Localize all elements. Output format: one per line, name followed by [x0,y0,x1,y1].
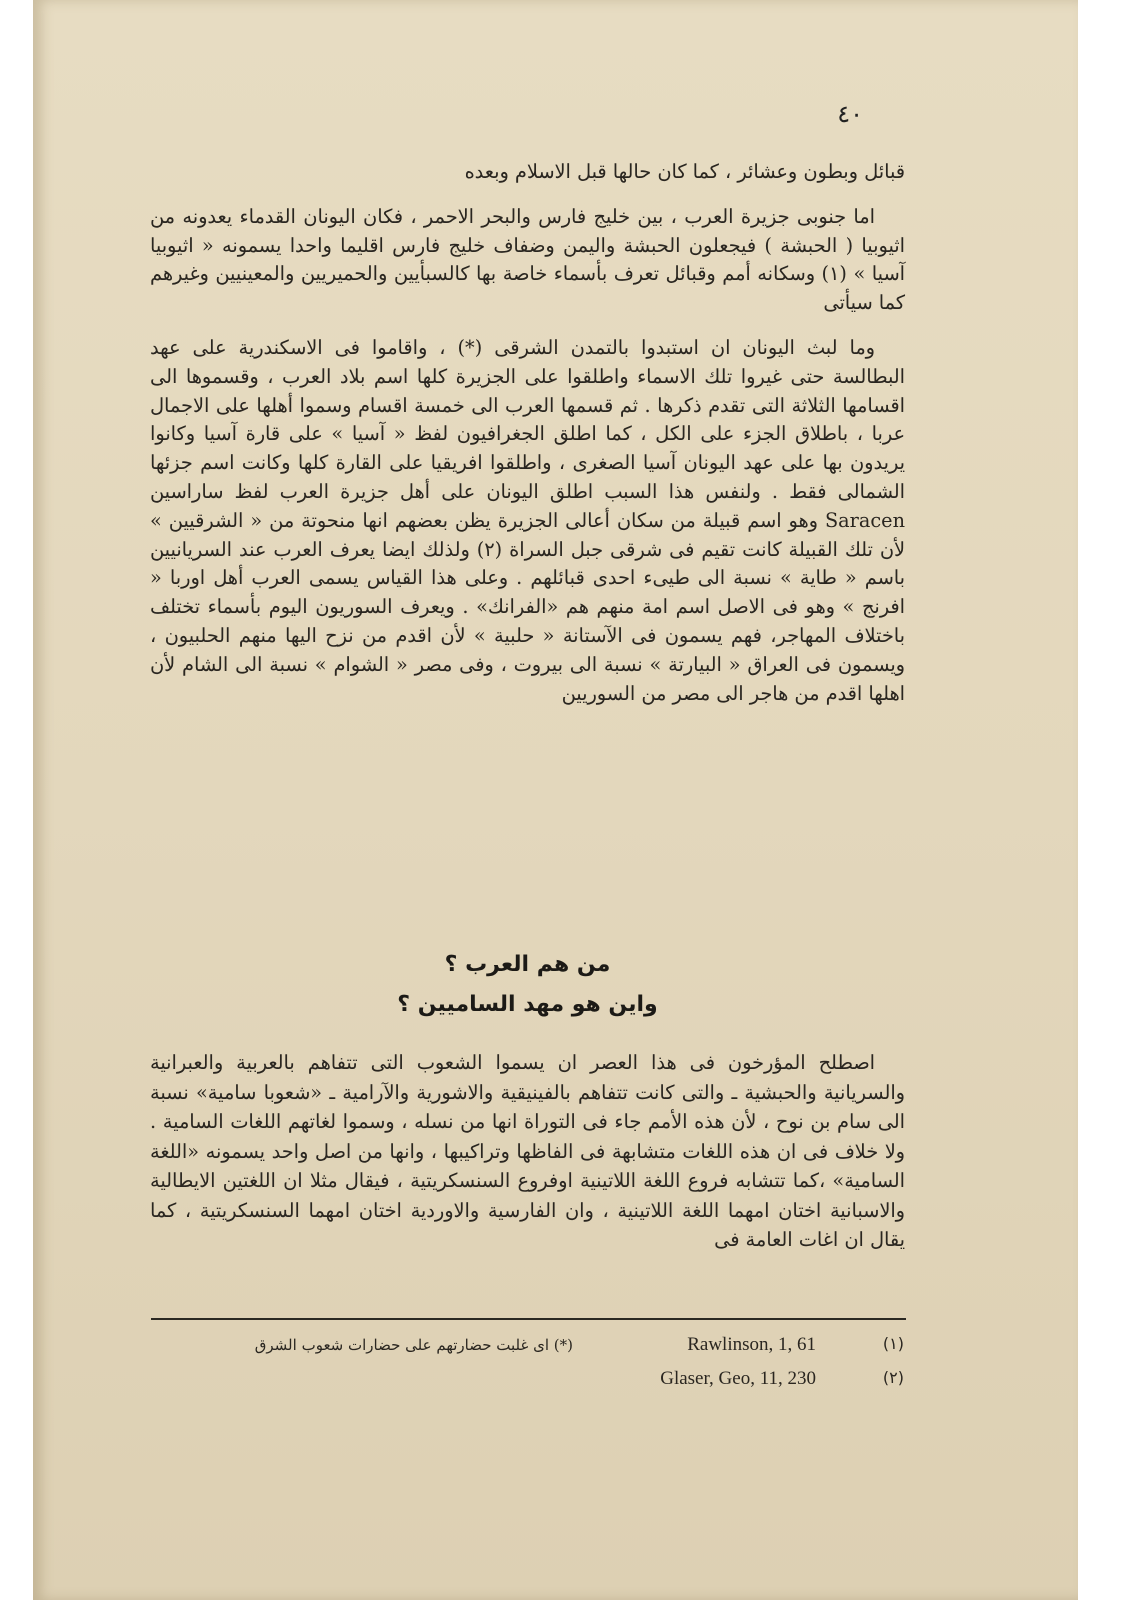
main-text [150,158,905,708]
section-text [150,1048,905,1255]
footnotes [151,1332,906,1400]
footnote-reference: Glaser, Geo, 11, 230 [660,1368,816,1389]
paragraph-2: اما جنوبى جزيرة العرب ، بين خليج فارس والبحر الاحمر ، فكان اليونان القدماء يعدونه من اثيوبيا ( الحبشة ) فيجعلون الحبشة واليمن وضفاف خليج فارس اقليما واحدا يسمونه « اثيوبيا آسيا » (١) وسكانه أمم وقبائل تعرف بأسماء خاصة بها كالسبأيين والحميريين والمعينيين وغيرهم كما سيأتى [150,204,905,315]
footnote-divider [151,1318,906,1320]
section-heading [150,945,905,1025]
paragraph-4: اصطلح المؤرخون فى هذا العصر ان يسموا الشعوب التى تتفاهم بالعربية والعبرانية والسريانية والحبشية ـ والتى كانت تتفاهم بالفينيقية والاشورية والآرامية ـ «شعوبا سامية» نسبة الى سام بن نوح ، لأن هذه الأمم جاء فى التوراة انها من نسله ، وسموا لغاتهم اللغات السامية . ولا خلاف فى ان هذه اللغات متشابهة فى الفاظها وتراكيبها ، وانها من اصل واحد يسمونه «اللغة السامية» ،كما تتشابه فروع اللغة اللاتينية اوفروع السنسكريتية ، فيقال مثلا ان اللغتين الايطالية والاسبانية اختان امهما اللغة اللاتينية ، وان الفارسية والاوردية اختان امهما السنسكريتية ، كما يقال ان اغات العامة فى [150,1051,905,1251]
heading-line-1: من هم العرب ؟ [444,952,611,977]
book-page [33,0,1078,1600]
paragraph-3: وما لبث اليونان ان استبدوا بالتمدن الشرقى (*) ، واقاموا فى الاسكندرية على عهد البطالسة حتى غيروا تلك الاسماء واطلقوا على الجزيرة كلها اسم بلاد العرب ، وقسموها الى اقسامها الثلاثة التى تقدم ذكرها . ثم قسمها العرب الى خمسة اقسام وسموا أهلها على الاجمال عربا ، باطلاق الجزء على الكل ، كما اطلق الجغرافيون لفظ « آسيا » على قارة آسيا وكانوا يريدون بها على عهد اليونان آسيا الصغرى ، واطلقوا افريقيا على القارة كلها وكانت اسم جزئها الشمالى فقط . ولنفس هذا السبب اطلق اليونان على أهل جزيرة العرب لفظ ساراسين Saracen وهو اسم قبيلة من سكان أعالى الجزيرة يظن بعضهم انها منحوتة من « الشرقيين » لأن تلك القبيلة كانت تقيم فى شرقى جبل السراة (٢) ولذلك ايضا يعرف العرب عند السريانيين باسم « طاية » نسبة الى طيىء احدى قبائلهم . وعلى هذا القياس يسمى العرب أهل اوربا « افرنج » وهو فى الاصل اسم امة منهم هم «الفرانك» . ويعرف السوريون اليوم بأسماء تختلف باختلاف المهاجر، فهم يسمون فى الآستانة « حلبية » لأن اقدم من نزح اليها منهم الحلبيون ، ويسمون فى العراق « البيارتة » نسبة الى بيروت ، وفى مصر « الشوام » نسبة الى الشام لأن اهلها اقدم من هاجر الى مصر من السوريين [150,335,905,705]
heading-line-2: واين هو مهد الساميين ؟ [397,992,658,1017]
footnote-1 [151,1332,906,1366]
paragraph-1: قبائل وبطون وعشائر ، كما كان حالها قبل الاسلام وبعده [464,160,905,183]
footnote-number: (٢) [882,1368,904,1387]
footnote-note: (*) اى غلبت حضارتهم على حضارات شعوب الشرق [254,1336,573,1354]
footnote-2 [151,1366,906,1400]
footnote-reference: Rawlinson, 1, 61 [687,1334,816,1355]
footnote-number: (١) [882,1334,904,1353]
page-number: ٤٠ [837,100,863,128]
